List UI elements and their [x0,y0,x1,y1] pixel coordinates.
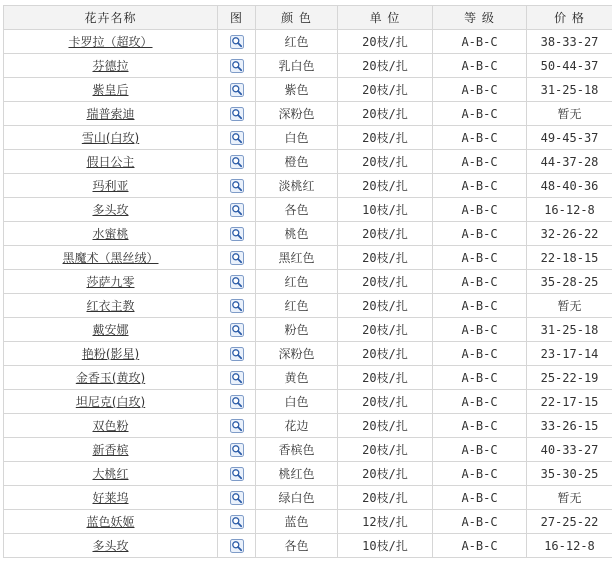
magnifier-image-icon[interactable] [230,107,244,121]
color-cell: 红色 [256,294,338,318]
color-cell: 乳白色 [256,54,338,78]
name-cell [4,30,218,54]
color-cell: 白色 [256,126,338,150]
image-cell [218,366,256,390]
table-row [4,342,612,366]
grade-cell: A-B-C [433,174,527,198]
grade-cell: A-B-C [433,198,527,222]
color-cell: 桃红色 [256,462,338,486]
magnifier-image-icon[interactable] [230,203,244,217]
price-cell: 暂无 [527,486,612,510]
price-cell: 27-25-22 [527,510,612,534]
magnifier-image-icon[interactable] [230,59,244,73]
name-cell [4,222,218,246]
grade-cell: A-B-C [433,390,527,414]
grade-cell: A-B-C [433,30,527,54]
grade-cell: A-B-C [433,246,527,270]
image-cell [218,462,256,486]
price-cell: 22-17-15 [527,390,612,414]
color-cell: 深粉色 [256,102,338,126]
grade-cell: A-B-C [433,510,527,534]
image-cell [218,222,256,246]
magnifier-image-icon[interactable] [230,419,244,433]
price-cell: 16-12-8 [527,534,612,558]
name-cell [4,318,218,342]
table-row [4,366,612,390]
table-row [4,246,612,270]
table-row [4,390,612,414]
flower-name-link[interactable]: 水蜜桃 [92,227,129,241]
unit-cell: 20枝/扎 [338,246,433,270]
unit-cell: 20枝/扎 [338,462,433,486]
unit-cell: 20枝/扎 [338,222,433,246]
unit-cell: 12枝/扎 [338,510,433,534]
image-cell [218,30,256,54]
image-cell [218,270,256,294]
table-row [4,534,612,558]
header-color: 颜 色 [256,6,338,30]
price-cell: 16-12-8 [527,198,612,222]
table-row [4,294,612,318]
color-cell: 桃色 [256,222,338,246]
color-cell: 深粉色 [256,342,338,366]
grade-cell: A-B-C [433,414,527,438]
price-cell: 32-26-22 [527,222,612,246]
header-name: 花卉名称 [4,6,218,30]
image-cell [218,510,256,534]
name-cell [4,414,218,438]
flower-name-link[interactable]: 蓝色妖姬 [86,515,135,529]
price-cell: 31-25-18 [527,318,612,342]
table-row [4,318,612,342]
magnifier-image-icon[interactable] [230,275,244,289]
header-price: 价 格 [527,6,612,30]
magnifier-image-icon[interactable] [230,371,244,385]
flower-name-link[interactable]: 多头玫 [92,539,129,553]
grade-cell: A-B-C [433,366,527,390]
name-cell [4,294,218,318]
magnifier-image-icon[interactable] [230,347,244,361]
table-row [4,150,612,174]
unit-cell: 20枝/扎 [338,102,433,126]
flower-name-link[interactable]: 新香槟 [92,443,129,457]
color-cell: 白色 [256,390,338,414]
unit-cell: 10枝/扎 [338,198,433,222]
name-cell [4,174,218,198]
image-cell [218,414,256,438]
flower-name-link[interactable]: 戴安娜 [92,323,129,337]
color-cell: 黑红色 [256,246,338,270]
grade-cell: A-B-C [433,534,527,558]
name-cell [4,510,218,534]
table-row [4,462,612,486]
color-cell: 绿白色 [256,486,338,510]
price-cell: 49-45-37 [527,126,612,150]
color-cell: 红色 [256,270,338,294]
unit-cell: 20枝/扎 [338,438,433,462]
magnifier-image-icon[interactable] [230,299,244,313]
price-cell: 48-40-36 [527,174,612,198]
price-cell: 22-18-15 [527,246,612,270]
flower-name-link[interactable]: 坦尼克(白玫) [75,395,146,409]
unit-cell: 20枝/扎 [338,174,433,198]
table-row [4,78,612,102]
flower-name-link[interactable]: 艳粉(影星) [81,347,140,361]
header-row [4,6,612,30]
magnifier-image-icon[interactable] [230,155,244,169]
name-cell [4,150,218,174]
image-cell [218,174,256,198]
table-row [4,438,612,462]
name-cell [4,366,218,390]
unit-cell: 20枝/扎 [338,78,433,102]
image-cell [218,150,256,174]
grade-cell: A-B-C [433,342,527,366]
flower-name-link[interactable]: 大桃红 [92,467,129,481]
magnifier-image-icon[interactable] [230,35,244,49]
table-row [4,414,612,438]
image-cell [218,294,256,318]
flower-name-link[interactable]: 瑞普索迪 [86,107,135,121]
table-row [4,270,612,294]
image-cell [218,486,256,510]
price-cell: 暂无 [527,294,612,318]
grade-cell: A-B-C [433,294,527,318]
color-cell: 橙色 [256,150,338,174]
grade-cell: A-B-C [433,222,527,246]
grade-cell: A-B-C [433,150,527,174]
table-row [4,126,612,150]
color-cell: 红色 [256,30,338,54]
image-cell [218,318,256,342]
flower-name-link[interactable]: 黑魔术（黑丝绒） [62,251,159,265]
image-cell [218,246,256,270]
header-grade: 等 级 [433,6,527,30]
flower-name-link[interactable]: 多头玫 [92,203,129,217]
table-body [4,30,612,558]
header-unit: 单 位 [338,6,433,30]
image-cell [218,198,256,222]
name-cell [4,462,218,486]
color-cell: 各色 [256,534,338,558]
image-cell [218,102,256,126]
grade-cell: A-B-C [433,270,527,294]
image-cell [218,390,256,414]
flower-name-link[interactable]: 紫皇后 [92,83,129,97]
grade-cell: A-B-C [433,318,527,342]
table-row [4,30,612,54]
price-cell: 50-44-37 [527,54,612,78]
unit-cell: 20枝/扎 [338,390,433,414]
image-cell [218,534,256,558]
flower-name-link[interactable]: 金香玉(黄玫) [75,371,146,385]
magnifier-image-icon[interactable] [230,227,244,241]
grade-cell: A-B-C [433,438,527,462]
image-cell [218,54,256,78]
price-cell: 35-28-25 [527,270,612,294]
color-cell: 紫色 [256,78,338,102]
magnifier-image-icon[interactable] [230,131,244,145]
flower-name-link[interactable]: 玛利亚 [92,179,129,193]
color-cell: 蓝色 [256,510,338,534]
image-cell [218,78,256,102]
price-cell: 暂无 [527,102,612,126]
color-cell: 花边 [256,414,338,438]
image-cell [218,342,256,366]
magnifier-image-icon[interactable] [230,467,244,481]
color-cell: 淡桃红 [256,174,338,198]
magnifier-image-icon[interactable] [230,179,244,193]
name-cell [4,438,218,462]
grade-cell: A-B-C [433,78,527,102]
flower-name-link[interactable]: 莎萨九零 [86,275,135,289]
image-cell [218,126,256,150]
name-cell [4,534,218,558]
unit-cell: 20枝/扎 [338,294,433,318]
color-cell: 粉色 [256,318,338,342]
name-cell [4,78,218,102]
unit-cell: 20枝/扎 [338,342,433,366]
grade-cell: A-B-C [433,54,527,78]
magnifier-image-icon[interactable] [230,83,244,97]
price-cell: 31-25-18 [527,78,612,102]
flower-name-link[interactable]: 双色粉 [92,419,129,433]
magnifier-image-icon[interactable] [230,323,244,337]
name-cell [4,198,218,222]
unit-cell: 20枝/扎 [338,414,433,438]
flower-name-link[interactable]: 卡罗拉（超玫） [68,35,153,49]
table-row [4,222,612,246]
magnifier-image-icon[interactable] [230,443,244,457]
table-row [4,510,612,534]
name-cell [4,126,218,150]
grade-cell: A-B-C [433,126,527,150]
unit-cell: 20枝/扎 [338,126,433,150]
table-row [4,486,612,510]
name-cell [4,342,218,366]
table-row [4,174,612,198]
unit-cell: 20枝/扎 [338,54,433,78]
flower-price-table [3,5,612,558]
header-image: 图 [218,6,256,30]
image-cell [218,438,256,462]
name-cell [4,102,218,126]
price-cell: 23-17-14 [527,342,612,366]
unit-cell: 10枝/扎 [338,534,433,558]
name-cell [4,270,218,294]
color-cell: 黄色 [256,366,338,390]
name-cell [4,246,218,270]
magnifier-image-icon[interactable] [230,395,244,409]
unit-cell: 20枝/扎 [338,318,433,342]
price-cell: 33-26-15 [527,414,612,438]
name-cell [4,54,218,78]
unit-cell: 20枝/扎 [338,270,433,294]
price-cell: 35-30-25 [527,462,612,486]
color-cell: 香槟色 [256,438,338,462]
name-cell [4,390,218,414]
flower-name-link[interactable]: 假日公主 [86,155,135,169]
name-cell [4,486,218,510]
magnifier-image-icon[interactable] [230,491,244,505]
unit-cell: 20枝/扎 [338,150,433,174]
table-row [4,102,612,126]
grade-cell: A-B-C [433,462,527,486]
price-cell: 38-33-27 [527,30,612,54]
table-row [4,198,612,222]
unit-cell: 20枝/扎 [338,486,433,510]
flower-name-link[interactable]: 雪山(白玫) [81,131,140,145]
magnifier-image-icon[interactable] [230,515,244,529]
price-cell: 40-33-27 [527,438,612,462]
grade-cell: A-B-C [433,486,527,510]
unit-cell: 20枝/扎 [338,366,433,390]
table-row [4,54,612,78]
magnifier-image-icon[interactable] [230,539,244,553]
grade-cell: A-B-C [433,102,527,126]
flower-name-link[interactable]: 好莱坞 [92,491,129,505]
magnifier-image-icon[interactable] [230,251,244,265]
unit-cell: 20枝/扎 [338,30,433,54]
flower-name-link[interactable]: 芬德拉 [92,59,129,73]
flower-name-link[interactable]: 红衣主教 [86,299,135,313]
price-cell: 25-22-19 [527,366,612,390]
color-cell: 各色 [256,198,338,222]
price-cell: 44-37-28 [527,150,612,174]
